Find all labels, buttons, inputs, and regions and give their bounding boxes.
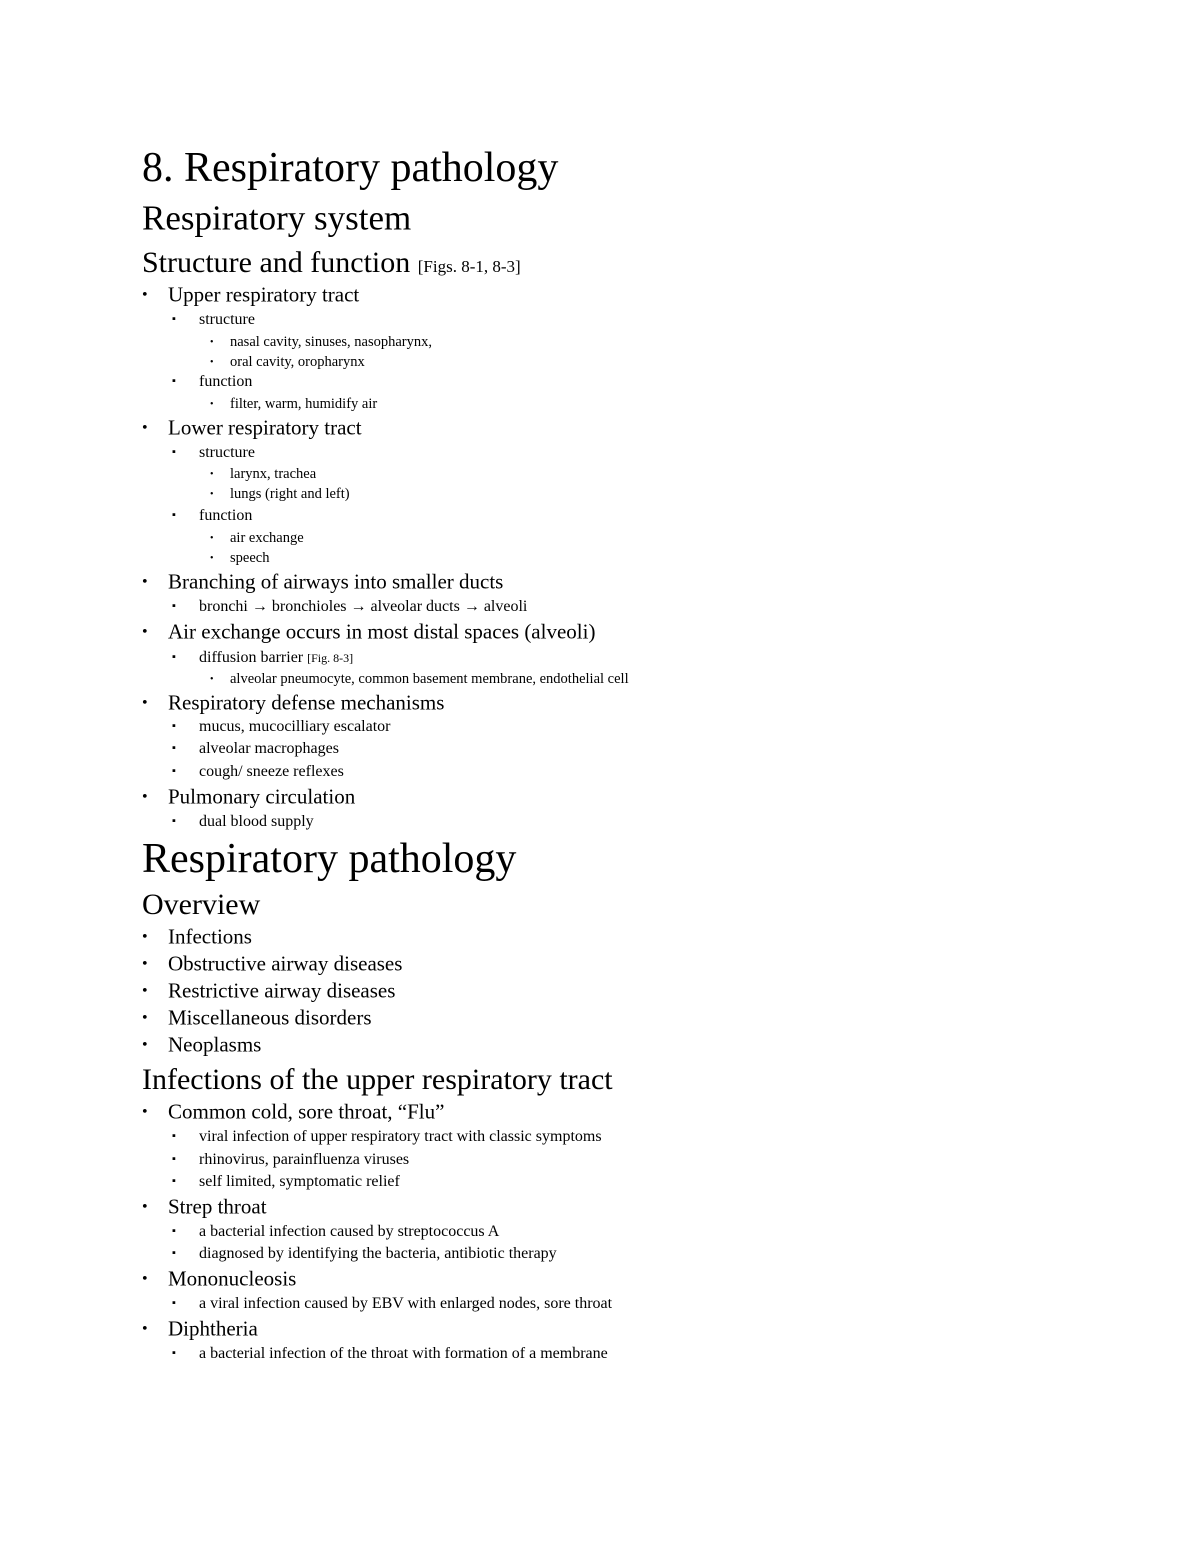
subsection-title: Structure and function: [142, 246, 411, 279]
list-item-label: a bacterial infection of the throat with formation of a membrane: [199, 1345, 608, 1362]
list-item-label: Air exchange occurs in most distal spaces (alveoli): [168, 619, 596, 644]
list-item: [142, 924, 252, 949]
list-item-label: Mononucleosis: [168, 1266, 297, 1291]
list-item: [172, 764, 344, 780]
list-item-label: Lower respiratory tract: [168, 415, 362, 440]
list-item-upper-respiratory-tract: [142, 282, 360, 307]
list-item-label: nasal cavity, sinuses, nasopharynx,: [230, 333, 433, 350]
bullet-icon: •: [142, 694, 148, 712]
list-item-label: a viral infection caused by EBV with enlarged nodes, sore throat: [199, 1295, 613, 1312]
list-item-label: Common cold, sore throat, “Flu”: [168, 1099, 445, 1124]
bullet-square-icon: ▪: [172, 1130, 176, 1142]
bullet-icon: •: [142, 788, 148, 806]
bullet-icon: •: [142, 573, 148, 591]
list-item: [210, 467, 316, 482]
list-item-label: Miscellaneous disorders: [168, 1005, 372, 1030]
bullet-icon: •: [210, 356, 214, 368]
bullet-icon: •: [210, 552, 214, 564]
subsection-heading-structure-function: [142, 248, 521, 278]
list-item-label: diagnosed by identifying the bacteria, antibiotic therapy: [199, 1245, 557, 1262]
list-item-function: [172, 508, 252, 524]
list-item-function: [172, 374, 252, 390]
bullet-square-icon: ▪: [172, 815, 176, 827]
list-item-branching: [142, 569, 504, 594]
list-item: [172, 599, 527, 615]
list-item: [210, 531, 304, 546]
bullet-square-icon: ▪: [172, 509, 176, 521]
list-item: [210, 551, 269, 566]
bullet-icon: •: [142, 419, 148, 437]
list-item-label: Upper respiratory tract: [168, 282, 360, 307]
bullet-icon: •: [142, 955, 148, 973]
bullet-square-icon: ▪: [172, 765, 176, 777]
list-item-label: lungs (right and left): [230, 485, 350, 502]
list-item: [172, 1152, 409, 1168]
list-item-mononucleosis: [142, 1266, 297, 1291]
list-item-label: Infections: [168, 924, 252, 949]
list-item-label: alveolar pneumocyte, common basement membrane, endothelial cell: [230, 670, 629, 687]
list-item-label: Respiratory defense mechanisms: [168, 690, 445, 715]
list-item: [142, 1005, 372, 1030]
list-item-strep-throat: [142, 1194, 267, 1219]
list-item: [210, 355, 365, 370]
list-item-label: mucus, mucocilliary escalator: [199, 718, 391, 735]
bullet-icon: •: [142, 1036, 148, 1054]
list-item: [172, 1224, 499, 1240]
bullet-icon: •: [142, 1103, 148, 1121]
bullet-icon: •: [142, 1198, 148, 1216]
bullet-icon: •: [142, 1320, 148, 1338]
subsection-heading-upper-infections: Infections of the upper respiratory tract: [142, 1063, 613, 1096]
bullet-square-icon: ▪: [172, 1153, 176, 1165]
list-item-label: air exchange: [230, 529, 304, 546]
bullet-icon: •: [142, 1009, 148, 1027]
figure-reference: [Figs. 8-1, 8-3]: [417, 257, 521, 276]
list-item-label: a bacterial infection caused by streptococcus A: [199, 1223, 500, 1240]
list-item-air-exchange: [142, 619, 596, 644]
list-item-label: rhinovirus, parainfluenza viruses: [199, 1151, 410, 1168]
list-item-label: Obstructive airway diseases: [168, 951, 403, 976]
list-item-label: diffusion barrier: [199, 649, 304, 666]
list-item-structure: [172, 445, 255, 461]
bullet-icon: •: [210, 398, 214, 410]
list-item: [172, 1296, 612, 1312]
bullet-icon: •: [210, 336, 214, 348]
list-item: [172, 719, 390, 735]
list-item-pulmonary-circulation: [142, 784, 356, 809]
list-item-label: oral cavity, oropharynx: [230, 353, 365, 370]
bullet-icon: •: [142, 982, 148, 1000]
list-item-label: Diphtheria: [168, 1316, 258, 1341]
list-item: [142, 1032, 262, 1057]
list-item-diffusion-barrier: [172, 650, 353, 666]
figure-reference: [Fig. 8-3]: [307, 651, 354, 665]
bullet-square-icon: ▪: [172, 742, 176, 754]
bullet-square-icon: ▪: [172, 1347, 176, 1359]
list-item: [172, 741, 339, 757]
list-item-structure: [172, 312, 255, 328]
list-item-lower-respiratory-tract: [142, 415, 362, 440]
bullet-square-icon: ▪: [172, 313, 176, 325]
list-item-diphtheria: [142, 1316, 258, 1341]
bullet-square-icon: ▪: [172, 1175, 176, 1187]
list-item-label: speech: [230, 549, 270, 566]
bullet-square-icon: ▪: [172, 720, 176, 732]
list-item-label: Strep throat: [168, 1194, 267, 1219]
list-item-label: function: [199, 373, 253, 390]
list-item-label: alveolar macrophages: [199, 740, 339, 757]
section-heading-respiratory-system: Respiratory system: [142, 198, 412, 238]
list-item: [142, 978, 396, 1003]
bullet-icon: •: [210, 532, 214, 544]
list-item-defense-mechanisms: [142, 690, 445, 715]
list-item-common-cold: [142, 1099, 445, 1124]
bullet-square-icon: ▪: [172, 1297, 176, 1309]
bullet-square-icon: ▪: [172, 651, 176, 663]
list-item-label: filter, warm, humidify air: [230, 395, 378, 412]
bullet-square-icon: ▪: [172, 1247, 176, 1259]
list-item-label: dual blood supply: [199, 813, 314, 830]
list-item-label: Pulmonary circulation: [168, 784, 356, 809]
list-item-label: structure: [199, 444, 255, 461]
list-item: [210, 335, 432, 350]
list-item: [210, 672, 629, 687]
list-item-label: bronchi → bronchioles → alveolar ducts → alveoli: [199, 598, 528, 615]
list-item: [172, 1246, 557, 1262]
list-item: [210, 487, 350, 502]
bullet-icon: •: [210, 488, 214, 500]
list-item-label: viral infection of upper respiratory tract with classic symptoms: [199, 1128, 602, 1145]
list-item: [172, 1129, 602, 1145]
bullet-square-icon: ▪: [172, 600, 176, 612]
bullet-square-icon: ▪: [172, 446, 176, 458]
list-item: [142, 951, 403, 976]
list-item-label: Neoplasms: [168, 1032, 262, 1057]
list-item-label: self limited, symptomatic relief: [199, 1173, 400, 1190]
list-item-label: Restrictive airway diseases: [168, 978, 396, 1003]
bullet-icon: •: [142, 928, 148, 946]
bullet-icon: •: [142, 623, 148, 641]
document-title: 8. Respiratory pathology: [142, 145, 559, 191]
bullet-icon: •: [210, 673, 214, 685]
list-item-label: cough/ sneeze reflexes: [199, 763, 344, 780]
bullet-square-icon: ▪: [172, 375, 176, 387]
bullet-icon: •: [142, 1270, 148, 1288]
list-item-label: function: [199, 507, 253, 524]
bullet-icon: •: [210, 468, 214, 480]
list-item: [172, 814, 314, 830]
list-item: [210, 397, 377, 412]
bullet-square-icon: ▪: [172, 1225, 176, 1237]
bullet-icon: •: [142, 286, 148, 304]
section-heading-respiratory-pathology: Respiratory pathology: [142, 836, 517, 882]
list-item-label: Branching of airways into smaller ducts: [168, 569, 504, 594]
list-item: [172, 1174, 400, 1190]
list-item: [172, 1346, 608, 1362]
list-item-label: structure: [199, 311, 255, 328]
list-item-label: larynx, trachea: [230, 465, 317, 482]
subsection-heading-overview: Overview: [142, 888, 261, 921]
